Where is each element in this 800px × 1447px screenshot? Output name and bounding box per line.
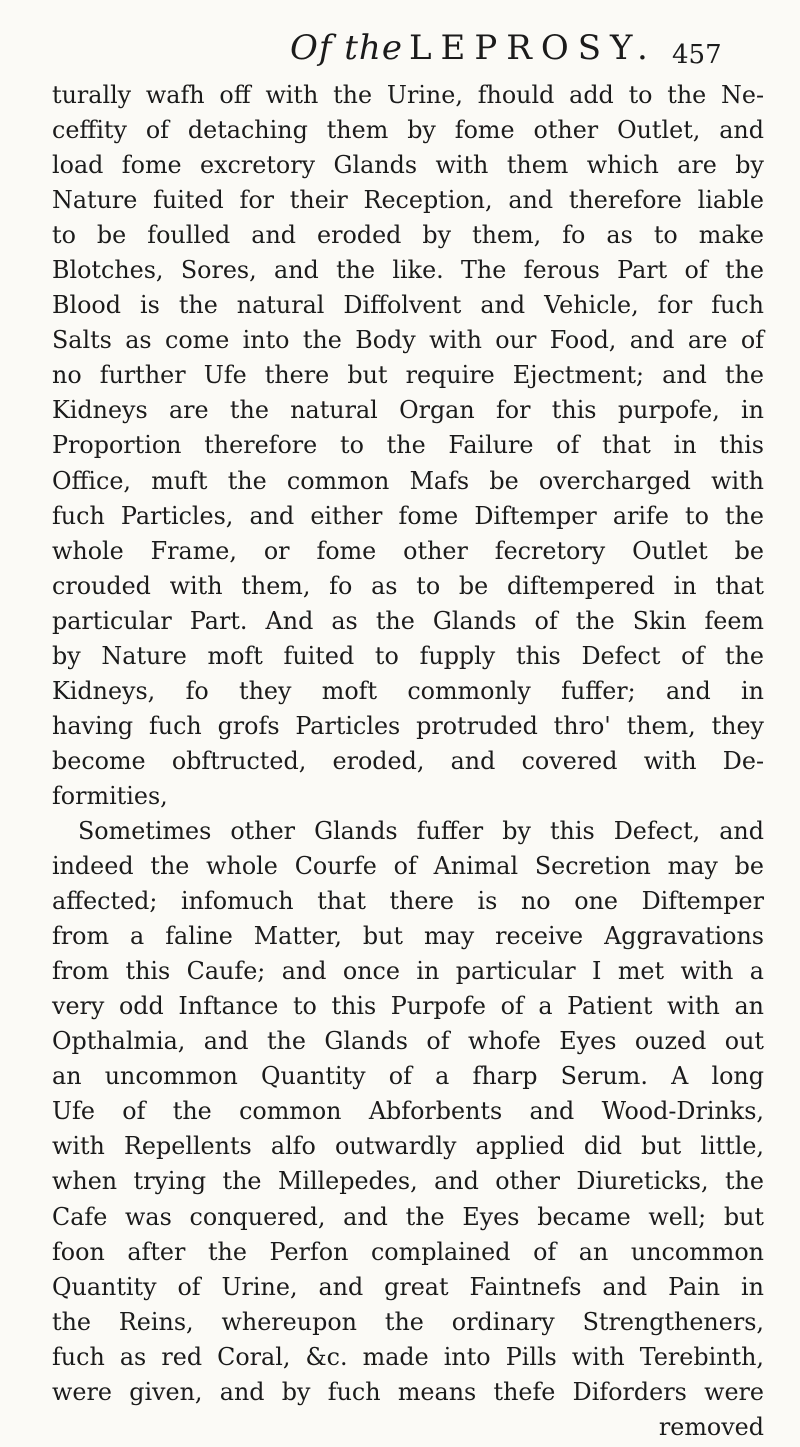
body-text — [52, 78, 764, 1445]
text-line: Blotches, Sores, and the like. The ferous Part of the — [52, 256, 764, 285]
text-line: Ufe of the common Abforbents and Wood-Drinks, — [52, 1097, 764, 1126]
catchword: removed — [658, 1412, 764, 1441]
text-line: Sometimes other Glands fuffer by this Defect, and — [78, 816, 764, 845]
text-line: no further Ufe there but require Ejectment; and the — [52, 361, 764, 390]
text-line: to be foulled and eroded by them, fo as to make — [52, 221, 764, 250]
page-header — [0, 28, 800, 78]
text-line: indeed the whole Courfe of Animal Secretion may be — [52, 852, 764, 881]
text-line: the Reins, whereupon the ordinary Strengtheners, — [52, 1307, 764, 1336]
text-line: with Repellents alfo outwardly applied did but little, — [52, 1132, 764, 1161]
text-line: fuch Particles, and either fome Diftemper arife to the — [52, 501, 764, 530]
text-line: Quantity of Urine, and great Faintnefs and Pain in — [52, 1272, 764, 1301]
text-line: Kidneys, fo they moft commonly fuffer; and in — [52, 676, 764, 705]
text-line: load fome excretory Glands with them which are by — [52, 151, 764, 180]
text-line: crouded with them, fo as to be diftempered in that — [52, 571, 764, 600]
text-line: ceffity of detaching them by fome other Outlet, and — [52, 116, 764, 145]
text-line: by Nature moft fuited to fupply this Defect of the — [52, 641, 764, 670]
running-head-title: LEPROSY. — [408, 28, 657, 68]
text-line: particular Part. And as the Glands of the Skin feem — [52, 606, 764, 635]
text-line: very odd Inftance to this Purpofe of a Patient with an — [52, 992, 764, 1021]
text-line: Office, muft the common Mafs be overcharged with — [52, 466, 764, 495]
text-line: Cafe was conquered, and the Eyes became well; but — [52, 1202, 764, 1231]
text-line: Salts as come into the Body with our Food, and are of — [52, 326, 764, 355]
text-line: become obftructed, eroded, and covered with De- — [52, 746, 764, 775]
text-line: Opthalmia, and the Glands of whofe Eyes ouzed out — [52, 1027, 764, 1056]
text-line: when trying the Millepedes, and other Diureticks, the — [52, 1167, 764, 1196]
text-line: whole Frame, or fome other fecretory Outlet be — [52, 536, 764, 565]
running-head — [290, 28, 657, 68]
text-line: an uncommon Quantity of a fharp Serum. A long — [52, 1062, 764, 1091]
text-line: were given, and by fuch means thefe Diforders were — [52, 1377, 764, 1406]
running-head-of-the: Of the — [290, 28, 403, 68]
text-line: turally wafh off with the Urine, fhould add to the Ne- — [52, 81, 764, 109]
text-line: formities, — [52, 781, 168, 810]
text-line: from this Caufe; and once in particular I met with a — [52, 957, 764, 986]
text-line: Proportion therefore to the Failure of that in this — [52, 431, 764, 460]
text-line: having fuch grofs Particles protruded thro' them, they — [52, 711, 764, 740]
text-line: from a faline Matter, but may receive Aggravations — [52, 922, 764, 951]
text-line: Blood is the natural Diffolvent and Vehicle, for fuch — [52, 291, 764, 320]
text-line: foon after the Perfon complained of an uncommon — [52, 1237, 764, 1266]
text-line: Nature fuited for their Reception, and therefore liable — [52, 186, 764, 215]
page-number: 457 — [672, 40, 722, 70]
text-line: Kidneys are the natural Organ for this purpofe, in — [52, 396, 764, 425]
text-line: fuch as red Coral, &c. made into Pills with Terebinth, — [52, 1342, 764, 1371]
text-line: affected; infomuch that there is no one Diftemper — [52, 887, 764, 916]
